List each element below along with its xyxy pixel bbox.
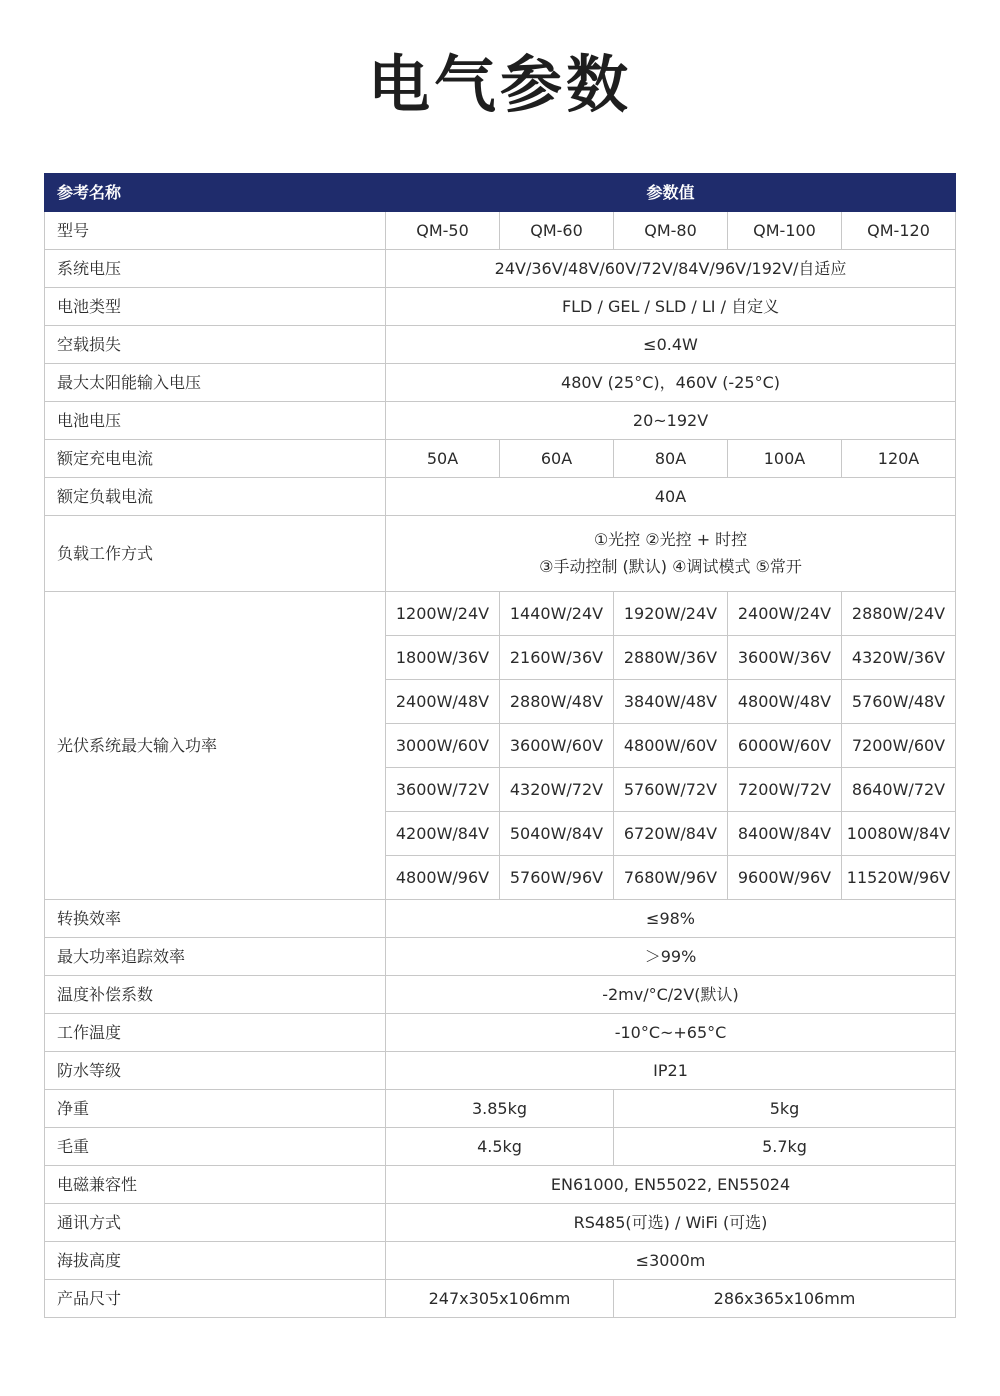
pv-cell: 1920W/24V [614, 592, 728, 636]
row-label: 防水等级 [45, 1052, 386, 1090]
pv-cell: 1800W/36V [386, 636, 500, 680]
model-cell: QM-50 [386, 212, 500, 250]
table-row [45, 212, 956, 250]
pv-cell: 4800W/60V [614, 724, 728, 768]
row-label: 额定充电电流 [45, 440, 386, 478]
table-row [45, 1166, 956, 1204]
pv-cell: 2880W/24V [842, 592, 956, 636]
row-value: ≤3000m [386, 1242, 956, 1280]
row-label: 最大功率追踪效率 [45, 938, 386, 976]
table-row [45, 1204, 956, 1242]
pv-cell: 7200W/72V [728, 768, 842, 812]
pv-cell: 3600W/72V [386, 768, 500, 812]
pv-cell: 3600W/36V [728, 636, 842, 680]
pv-cell: 2400W/24V [728, 592, 842, 636]
row-label: 型号 [45, 212, 386, 250]
weight-cell: 3.85kg [386, 1090, 614, 1128]
pv-cell: 4320W/72V [500, 768, 614, 812]
pv-cell: 4320W/36V [842, 636, 956, 680]
pv-cell: 5760W/48V [842, 680, 956, 724]
pv-cell: 3600W/60V [500, 724, 614, 768]
row-label: 转换效率 [45, 900, 386, 938]
table-row [45, 1090, 956, 1128]
dimension-cell: 286x365x106mm [614, 1280, 956, 1318]
header-value-cell: 参数值 [386, 174, 956, 212]
row-label: 海拔高度 [45, 1242, 386, 1280]
row-value [386, 516, 956, 592]
load-mode-line-1: ①光控 ②光控 + 时控 [593, 530, 748, 549]
page-title: 电气参数 [367, 48, 632, 121]
row-value: -10°C~+65°C [386, 1014, 956, 1052]
row-label: 电磁兼容性 [45, 1166, 386, 1204]
pv-cell: 7200W/60V [842, 724, 956, 768]
row-value: EN61000, EN55022, EN55024 [386, 1166, 956, 1204]
row-value: IP21 [386, 1052, 956, 1090]
current-cell: 120A [842, 440, 956, 478]
pv-cell: 1440W/24V [500, 592, 614, 636]
row-label: 电池类型 [45, 288, 386, 326]
row-label: 系统电压 [45, 250, 386, 288]
table-row [45, 440, 956, 478]
table-row [45, 938, 956, 976]
row-value: ＞99% [386, 938, 956, 976]
pv-cell: 1200W/24V [386, 592, 500, 636]
row-value: ≤0.4W [386, 326, 956, 364]
pv-cell: 4800W/96V [386, 856, 500, 900]
table-row [45, 288, 956, 326]
row-label: 温度补偿系数 [45, 976, 386, 1014]
table-row [45, 478, 956, 516]
table-header-row [45, 174, 956, 212]
table-row [45, 364, 956, 402]
pv-row [45, 592, 956, 636]
row-value: ≤98% [386, 900, 956, 938]
pv-cell: 3840W/48V [614, 680, 728, 724]
row-value: -2mv/°C/2V(默认) [386, 976, 956, 1014]
header-name-cell: 参考名称 [45, 174, 386, 212]
row-label: 产品尺寸 [45, 1280, 386, 1318]
current-cell: 50A [386, 440, 500, 478]
pv-cell: 8640W/72V [842, 768, 956, 812]
row-value: 20~192V [386, 402, 956, 440]
row-value: FLD / GEL / SLD / LI / 自定义 [386, 288, 956, 326]
table-row [45, 1128, 956, 1166]
model-cell: QM-120 [842, 212, 956, 250]
row-label: 通讯方式 [45, 1204, 386, 1242]
table-row [45, 976, 956, 1014]
model-cell: QM-80 [614, 212, 728, 250]
pv-cell: 2400W/48V [386, 680, 500, 724]
pv-cell: 5760W/72V [614, 768, 728, 812]
pv-cell: 4800W/48V [728, 680, 842, 724]
pv-cell: 7680W/96V [614, 856, 728, 900]
table-row [45, 1242, 956, 1280]
weight-cell: 4.5kg [386, 1128, 614, 1166]
table-row [45, 1280, 956, 1318]
dimension-cell: 247x305x106mm [386, 1280, 614, 1318]
row-label: 额定负载电流 [45, 478, 386, 516]
row-value: 480V (25°C)，460V (-25°C) [386, 364, 956, 402]
row-label: 空载损失 [45, 326, 386, 364]
pv-cell: 9600W/96V [728, 856, 842, 900]
table-row [45, 1014, 956, 1052]
row-label: 最大太阳能输入电压 [45, 364, 386, 402]
pv-cell: 3000W/60V [386, 724, 500, 768]
pv-cell: 2880W/48V [500, 680, 614, 724]
weight-cell: 5kg [614, 1090, 956, 1128]
pv-cell: 5040W/84V [500, 812, 614, 856]
row-label: 光伏系统最大输入功率 [45, 592, 386, 900]
current-cell: 100A [728, 440, 842, 478]
table-row [45, 326, 956, 364]
weight-cell: 5.7kg [614, 1128, 956, 1166]
pv-cell: 2160W/36V [500, 636, 614, 680]
row-value: 24V/36V/48V/60V/72V/84V/96V/192V/自适应 [386, 250, 956, 288]
table-row [45, 250, 956, 288]
pv-cell: 11520W/96V [842, 856, 956, 900]
pv-cell: 6000W/60V [728, 724, 842, 768]
row-label: 毛重 [45, 1128, 386, 1166]
table-row [45, 516, 956, 592]
model-cell: QM-100 [728, 212, 842, 250]
row-label: 净重 [45, 1090, 386, 1128]
row-label: 电池电压 [45, 402, 386, 440]
table-row [45, 900, 956, 938]
spec-table [44, 173, 956, 1318]
pv-cell: 6720W/84V [614, 812, 728, 856]
row-label: 负载工作方式 [45, 516, 386, 592]
pv-cell: 10080W/84V [842, 812, 956, 856]
pv-cell: 5760W/96V [500, 856, 614, 900]
current-cell: 60A [500, 440, 614, 478]
pv-cell: 8400W/84V [728, 812, 842, 856]
current-cell: 80A [614, 440, 728, 478]
table-row [45, 402, 956, 440]
row-value: 40A [386, 478, 956, 516]
table-row [45, 1052, 956, 1090]
row-label: 工作温度 [45, 1014, 386, 1052]
row-value: RS485(可选) / WiFi (可选) [386, 1204, 956, 1242]
pv-cell: 2880W/36V [614, 636, 728, 680]
load-mode-line-2: ③手动控制 (默认) ④调试模式 ⑤常开 [539, 557, 802, 576]
model-cell: QM-60 [500, 212, 614, 250]
pv-cell: 4200W/84V [386, 812, 500, 856]
